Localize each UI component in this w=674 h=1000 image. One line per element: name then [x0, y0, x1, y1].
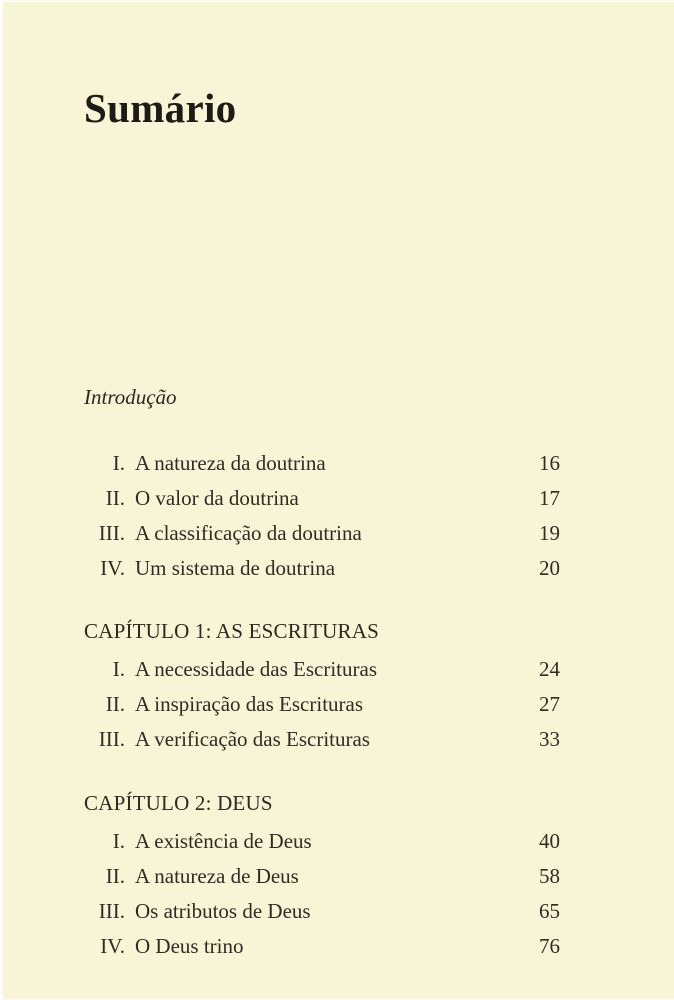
entry-numeral: III.: [98, 521, 125, 545]
entry-numeral: III.: [98, 899, 125, 923]
toc-entry: [84, 551, 560, 586]
toc-entry: [84, 652, 560, 687]
toc-section-introducao: [84, 384, 560, 586]
section-entries: [84, 446, 560, 586]
toc-entry: [84, 687, 560, 722]
entry-title: Um sistema de doutrina: [135, 556, 336, 580]
entry-page-number: 17: [539, 486, 560, 510]
entry-numeral: IV.: [100, 934, 125, 958]
entry-numeral: II.: [105, 692, 125, 716]
entry-numeral: I.: [112, 657, 125, 681]
toc-entry: [84, 481, 560, 516]
entry-title: O valor da doutrina: [135, 486, 299, 510]
toc-entry: [84, 824, 560, 859]
toc-entry: [84, 859, 560, 894]
entry-title: A natureza da doutrina: [135, 451, 326, 475]
entry-title: A inspiração das Escrituras: [135, 692, 364, 716]
entry-page-number: 33: [539, 727, 560, 751]
entry-title: A verificação das Escrituras: [135, 727, 370, 751]
entry-title: A necessidade das Escrituras: [135, 657, 378, 681]
section-heading: CAPÍTULO 2: DEUS: [84, 791, 273, 815]
entry-title: A classificação da doutrina: [135, 521, 362, 545]
entry-title: A existência de Deus: [135, 829, 312, 853]
entry-numeral: II.: [105, 486, 125, 510]
entry-numeral: IV.: [100, 556, 125, 580]
toc-entry: [84, 929, 560, 964]
section-heading: Introdução: [84, 385, 177, 409]
entry-page-number: 27: [539, 692, 560, 716]
page-title: Sumário: [84, 85, 237, 132]
scan-edge-top: [0, 0, 674, 2]
section-entries: [84, 652, 560, 757]
toc-entry: [84, 722, 560, 757]
entry-numeral: I.: [112, 451, 125, 475]
entry-title: O Deus trino: [135, 934, 244, 958]
entry-title: Os atributos de Deus: [135, 899, 311, 923]
entry-numeral: I.: [112, 829, 125, 853]
entry-numeral: II.: [105, 864, 125, 888]
section-heading: CAPÍTULO 1: AS ESCRITURAS: [84, 619, 379, 643]
entry-page-number: 16: [539, 451, 560, 475]
toc-entry: [84, 446, 560, 481]
toc-entry: [84, 516, 560, 551]
entry-page-number: 40: [539, 829, 560, 853]
entry-page-number: 19: [539, 521, 560, 545]
scan-edge-left: [0, 0, 3, 1000]
entry-page-number: 20: [539, 556, 560, 580]
toc-section-capitulo-1: [84, 618, 560, 757]
toc-section-capitulo-2: [84, 790, 560, 964]
toc-entry: [84, 894, 560, 929]
entry-title: A natureza de Deus: [135, 864, 299, 888]
entry-page-number: 58: [539, 864, 560, 888]
entry-numeral: III.: [98, 727, 125, 751]
entry-page-number: 76: [539, 934, 560, 958]
entry-page-number: 24: [539, 657, 560, 681]
section-entries: [84, 824, 560, 964]
entry-page-number: 65: [539, 899, 560, 923]
